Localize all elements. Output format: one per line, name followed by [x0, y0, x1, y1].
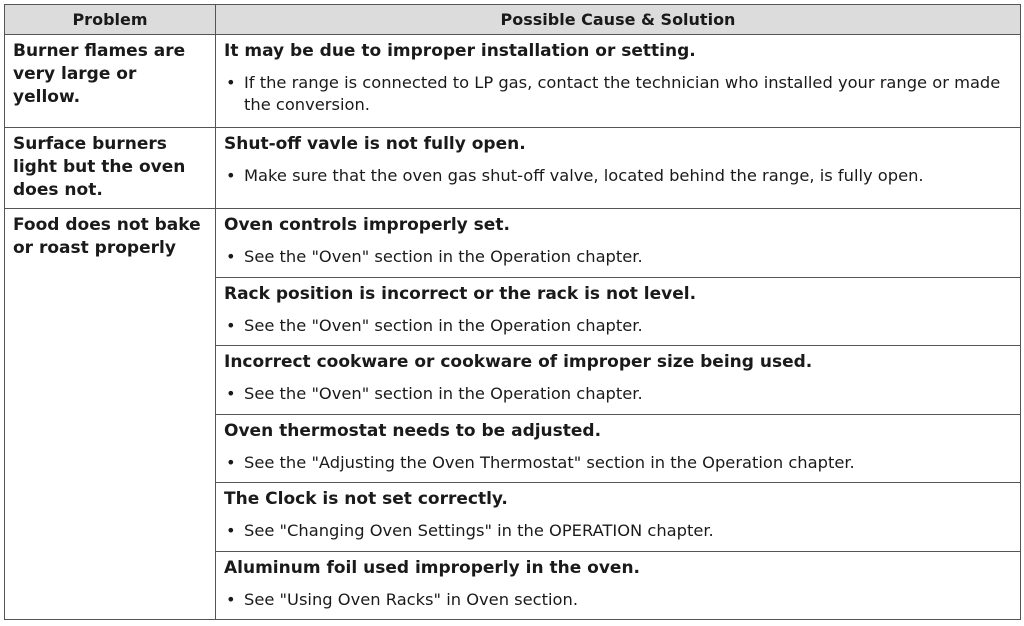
cause-text: The Clock is not set correctly. — [224, 489, 508, 509]
solution-text: See the "Oven" section in the Operation chapter. — [244, 316, 643, 335]
cause-text: Aluminum foil used improperly in the oven. — [224, 558, 641, 578]
problem-cell: Burner flames are very large or yellow. — [5, 35, 216, 128]
bullet-icon: • — [226, 247, 236, 266]
solution-cell — [216, 415, 1021, 483]
header-problem: Problem — [5, 5, 216, 35]
cause-text: Rack position is incorrect or the rack is not level. — [224, 284, 697, 304]
table-row — [5, 128, 1021, 209]
solution-text: See the "Oven" section in the Operation chapter. — [244, 247, 643, 266]
problem-cell: Surface burners light but the oven does not. — [5, 128, 216, 209]
troubleshooting-table — [4, 4, 1021, 620]
problem-cell: Food does not bake or roast properly — [5, 209, 216, 620]
solution-text: See the "Adjusting the Oven Thermostat" section in the Operation chapter. — [244, 453, 855, 472]
cause-text: Shut-off vavle is not fully open. — [224, 134, 526, 154]
bullet-item — [224, 589, 1012, 611]
table-header-row — [5, 5, 1021, 35]
cause-text: Oven controls improperly set. — [224, 215, 510, 235]
bullet-item — [224, 383, 1012, 405]
solution-text: See "Changing Oven Settings" in the OPERATION chapter. — [244, 521, 714, 540]
bullet-item — [224, 165, 1012, 187]
bullet-icon: • — [226, 521, 236, 540]
bullet-item — [224, 246, 1012, 268]
table-row — [5, 209, 1021, 278]
solution-cell — [216, 278, 1021, 346]
header-solution: Possible Cause & Solution — [216, 5, 1021, 35]
cause-text: It may be due to improper installation or setting. — [224, 41, 696, 61]
bullet-item — [224, 72, 1012, 116]
solution-cell — [216, 128, 1021, 209]
solution-cell — [216, 552, 1021, 620]
cause-text: Incorrect cookware or cookware of improper size being used. — [224, 352, 813, 372]
solution-cell — [216, 483, 1021, 552]
bullet-item — [224, 452, 1012, 474]
bullet-icon: • — [226, 384, 236, 403]
solution-text: See the "Oven" section in the Operation chapter. — [244, 384, 643, 403]
solution-text: See "Using Oven Racks" in Oven section. — [244, 590, 578, 609]
bullet-icon: • — [226, 73, 236, 92]
solution-text: Make sure that the oven gas shut-off valve, located behind the range, is fully open. — [244, 166, 924, 185]
bullet-icon: • — [226, 166, 236, 185]
solution-cell — [216, 209, 1021, 278]
bullet-item — [224, 520, 1012, 542]
solution-cell — [216, 35, 1021, 128]
bullet-icon: • — [226, 590, 236, 609]
bullet-icon: • — [226, 453, 236, 472]
bullet-icon: • — [226, 316, 236, 335]
solution-cell — [216, 346, 1021, 415]
table-row — [5, 35, 1021, 128]
bullet-item — [224, 315, 1012, 337]
cause-text: Oven thermostat needs to be adjusted. — [224, 421, 602, 441]
solution-text: If the range is connected to LP gas, contact the technician who installed your range or made the conversion. — [244, 73, 1001, 114]
